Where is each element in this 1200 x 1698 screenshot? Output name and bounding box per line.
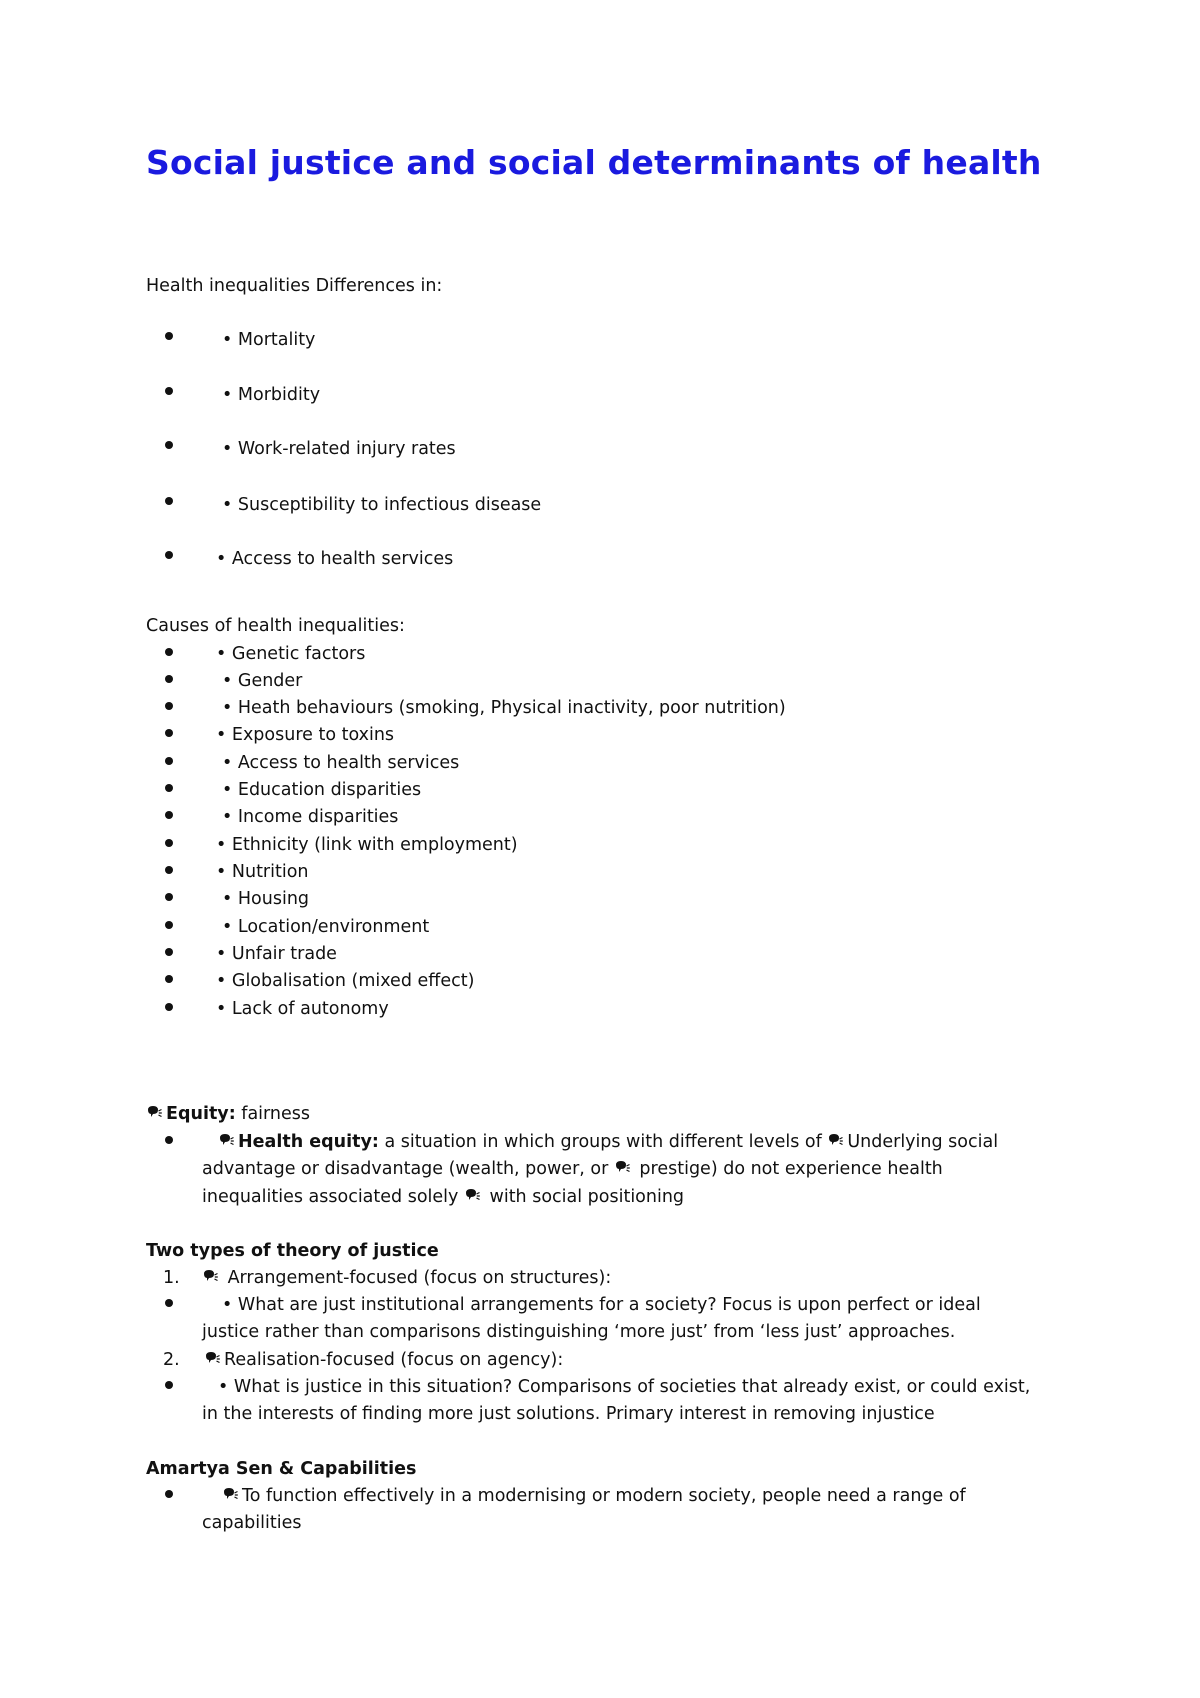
list-item: • Work-related injury rates — [222, 439, 456, 459]
health-equity-label: Health equity: — [238, 1132, 379, 1152]
bullet-icon — [165, 975, 173, 983]
bullet-icon — [165, 921, 173, 929]
speech-bubble-icon — [222, 1487, 238, 1503]
speech-bubble-icon — [204, 1351, 220, 1367]
list-item: • Location/environment — [222, 917, 430, 937]
list-item: • Morbidity — [222, 385, 321, 405]
equity-definition — [146, 1103, 310, 1125]
bullet-icon — [165, 675, 173, 683]
health-equity-text: inequalities associated solely — [202, 1187, 464, 1207]
list-item: • Income disparities — [222, 807, 399, 827]
sen-line-1 — [222, 1485, 966, 1507]
health-equity-text: prestige) do not experience health — [633, 1159, 943, 1179]
section-heading-differences: Health inequalities Differences in: — [146, 276, 443, 296]
bullet-icon — [165, 948, 173, 956]
list-item: • Exposure to toxins — [216, 725, 395, 745]
list-item: • Ethnicity (link with employment) — [216, 835, 518, 855]
equity-label: Equity: — [166, 1104, 236, 1124]
list-item: • Heath behaviours (smoking, Physical inactivity, poor nutrition) — [222, 698, 786, 718]
list-item: • Access to health services — [222, 753, 460, 773]
theories-heading — [146, 1240, 439, 1262]
health-equity-text: a situation in which groups with different levels of — [378, 1132, 828, 1152]
bullet-icon — [165, 729, 173, 737]
bullet-icon — [165, 866, 173, 874]
list-item: • Mortality — [222, 330, 316, 350]
bullet-icon — [165, 839, 173, 847]
health-equity-text: advantage or disadvantage (wealth, power, or — [202, 1159, 614, 1179]
speech-bubble-icon — [614, 1160, 630, 1176]
speech-bubble-icon — [827, 1133, 843, 1149]
health-equity-text: Underlying social — [847, 1132, 999, 1152]
bullet-icon — [165, 811, 173, 819]
bullet-icon — [165, 1299, 173, 1307]
theory-realisation-focused — [204, 1349, 563, 1371]
bullet-icon — [165, 551, 173, 559]
speech-bubble-icon — [146, 1105, 162, 1121]
bullet-icon — [165, 702, 173, 710]
sen-heading-text: Amartya Sen & Capabilities — [146, 1459, 417, 1479]
bullet-icon — [165, 1381, 173, 1389]
bullet-icon — [165, 332, 173, 340]
list-item: • Gender — [222, 671, 303, 691]
speech-bubble-icon — [464, 1188, 480, 1204]
bullet-icon — [165, 387, 173, 395]
list-item: • Housing — [222, 889, 310, 909]
list-number: 1. — [163, 1268, 180, 1288]
list-item: • Globalisation (mixed effect) — [216, 971, 475, 991]
bullet-icon — [165, 441, 173, 449]
theory-description-line: • What are just institutional arrangements for a society? Focus is upon perfect or ideal — [222, 1295, 981, 1315]
section-heading-causes: Causes of health inequalities: — [146, 616, 405, 636]
bullet-icon — [165, 784, 173, 792]
sen-text: To function effectively in a modernising or modern society, people need a range of — [242, 1486, 966, 1506]
speech-bubble-icon — [202, 1269, 218, 1285]
list-item: • Education disparities — [222, 780, 422, 800]
sen-line-2: capabilities — [202, 1513, 302, 1533]
theory-title: Realisation-focused (focus on agency): — [224, 1350, 564, 1370]
bullet-icon — [165, 497, 173, 505]
theory-title: Arrangement-focused (focus on structures): — [222, 1268, 612, 1288]
bullet-icon — [165, 757, 173, 765]
theory-description-line: • What is justice in this situation? Comparisons of societies that already exist, or could exist, — [218, 1377, 1031, 1397]
equity-text: fairness — [235, 1104, 311, 1124]
theories-heading-text: Two types of theory of justice — [146, 1241, 439, 1261]
list-item: • Unfair trade — [216, 944, 337, 964]
health-equity-line-1 — [218, 1131, 998, 1153]
list-item: • Access to health services — [216, 549, 454, 569]
health-equity-line-3 — [202, 1186, 684, 1208]
bullet-icon — [165, 893, 173, 901]
list-number: 2. — [163, 1350, 180, 1370]
theory-description-line: justice rather than comparisons distinguishing ‘more just’ from ‘less just’ approaches. — [202, 1322, 956, 1342]
sen-heading — [146, 1458, 416, 1480]
page-title: Social justice and social determinants of health — [146, 143, 1042, 182]
theory-arrangement-focused — [202, 1267, 611, 1289]
health-equity-line-2 — [202, 1158, 943, 1180]
theory-description-line: in the interests of finding more just solutions. Primary interest in removing injustice — [202, 1404, 935, 1424]
list-item: • Lack of autonomy — [216, 999, 389, 1019]
bullet-icon — [165, 1003, 173, 1011]
bullet-icon — [165, 1136, 173, 1144]
list-item: • Nutrition — [216, 862, 309, 882]
list-item: • Susceptibility to infectious disease — [222, 495, 542, 515]
health-equity-text: with social positioning — [483, 1187, 685, 1207]
bullet-icon — [165, 1490, 173, 1498]
bullet-icon — [165, 648, 173, 656]
speech-bubble-icon — [218, 1133, 234, 1149]
list-item: • Genetic factors — [216, 644, 366, 664]
